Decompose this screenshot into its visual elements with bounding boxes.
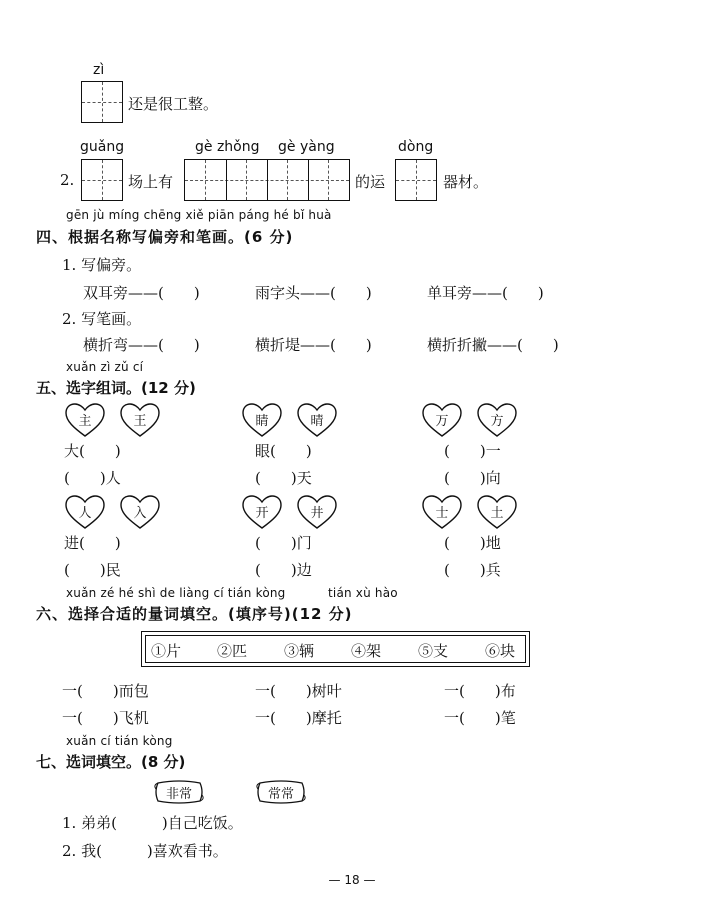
heart-char[interactable]: 万 [421,402,463,438]
fill-item[interactable]: ( )边 [255,561,312,579]
tianzige-box[interactable] [81,159,123,201]
pinyin-guang: guǎng [80,139,125,155]
section-title-6: 六、选择合适的量词填空。(填序号)(12 分) [36,605,353,623]
option: ③辆 [284,642,315,660]
fill-item[interactable]: ( )天 [255,469,312,487]
pinyin-zi: zì [93,62,105,78]
section-pinyin: gēn jù míng chēng xiě piān páng hé bǐ huà [66,208,332,222]
word-card[interactable]: 常常 [254,779,308,805]
section-pinyin: xuǎn zé hé shì de liàng cí tián kòng [66,586,286,600]
heart-char[interactable]: 井 [296,494,338,530]
fill-item[interactable]: 横折堤——( ) [255,336,372,354]
tianzige-box[interactable] [395,159,437,201]
fill-item[interactable]: 眼( ) [255,442,312,460]
option: ②匹 [217,642,248,660]
section-pinyin: tián xù hào [328,586,398,600]
question-2: 2. 写笔画。 [62,310,142,328]
option: ④架 [351,642,382,660]
section-pinyin: xuǎn zì zǔ cí [66,360,144,374]
fill-item[interactable]: ( )兵 [444,561,501,579]
heart-char[interactable]: 人 [64,494,106,530]
fill-item[interactable]: 一( )飞机 [62,709,149,727]
fill-item[interactable]: 双耳旁——( ) [83,284,200,302]
fill-item[interactable]: 一( )而包 [62,682,149,700]
fill-item[interactable]: 进( ) [64,534,121,552]
fill-item[interactable]: 单耳旁——( ) [427,284,544,302]
sentence-text: 还是很工整。 [128,95,219,113]
fill-item[interactable]: 横折折撇——( ) [427,336,559,354]
question-1: 1. 写偏旁。 [62,256,142,274]
section-title-7: 七、选词填空。(8 分) [36,753,186,771]
sentence-text: 场上有 [128,173,174,191]
section-pinyin: xuǎn cí tián kòng [66,734,173,748]
fill-item[interactable]: 一( )摩托 [255,709,342,727]
fill-item[interactable]: ( )一 [444,442,501,460]
heart-char[interactable]: 开 [241,494,283,530]
fill-item[interactable]: 一( )树叶 [255,682,342,700]
fill-item[interactable]: ( )门 [255,534,312,552]
tianzige-box[interactable] [81,81,123,123]
fill-item[interactable]: 2. 我( )喜欢看书。 [62,842,228,860]
heart-char[interactable]: 主 [64,402,106,438]
pinyin-geyang: gè yàng [278,139,335,155]
heart-char[interactable]: 入 [119,494,161,530]
page-number: — 18 — [328,873,376,887]
sentence-text: 的运 [355,173,386,191]
heart-char[interactable]: 士 [421,494,463,530]
tianzige-box-4[interactable] [184,159,350,201]
fill-item[interactable]: ( )地 [444,534,501,552]
pinyin-dong: dòng [398,139,434,155]
pinyin-gezhong: gè zhǒng [195,139,260,155]
section-title-5: 五、选字组词。(12 分) [36,379,196,397]
fill-item[interactable]: 大( ) [64,442,121,460]
fill-item[interactable]: 1. 弟弟( )自己吃饭。 [62,814,243,832]
heart-char[interactable]: 王 [119,402,161,438]
heart-char[interactable]: 土 [476,494,518,530]
fill-item[interactable]: 横折弯——( ) [83,336,200,354]
fill-item[interactable]: ( )民 [64,561,121,579]
options-box [141,631,530,667]
fill-item[interactable]: 一( )笔 [444,709,516,727]
fill-item[interactable]: 一( )布 [444,682,516,700]
option: ⑥块 [485,642,516,660]
fill-item[interactable]: ( )人 [64,469,121,487]
section-title-4: 四、根据名称写偏旁和笔画。(6 分) [36,228,294,246]
option: ①片 [151,642,182,660]
fill-item[interactable]: 雨字头——( ) [255,284,372,302]
heart-char[interactable]: 方 [476,402,518,438]
option: ⑤支 [418,642,449,660]
word-card[interactable]: 非常 [152,779,206,805]
heart-char[interactable]: 晴 [296,402,338,438]
heart-char[interactable]: 睛 [241,402,283,438]
question-number: 2. [60,171,75,189]
sentence-text: 器材。 [443,173,489,191]
fill-item[interactable]: ( )向 [444,469,501,487]
